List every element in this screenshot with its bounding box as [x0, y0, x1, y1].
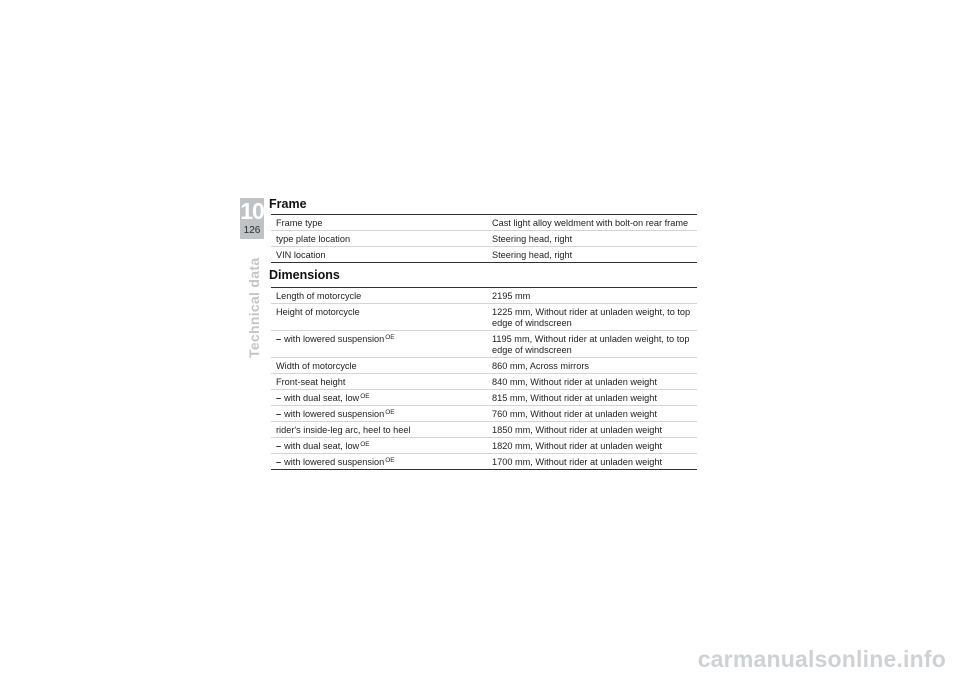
- table-row: [271, 331, 697, 358]
- dash-marker: –: [276, 457, 282, 467]
- spec-value: 860 mm, Across mirrors: [484, 358, 697, 374]
- table-row: [271, 231, 697, 247]
- oe-marker: OE: [385, 409, 395, 416]
- oe-marker: OE: [360, 393, 370, 400]
- spec-value: 1850 mm, Without rider at unladen weight: [484, 422, 697, 438]
- oe-marker: OE: [385, 457, 395, 464]
- frame-section-title: Frame: [269, 197, 307, 211]
- spec-label-text: with dual seat, low: [284, 441, 360, 451]
- table-row: [271, 358, 697, 374]
- chapter-number: 10: [240, 198, 264, 224]
- spec-label: Front-seat height: [271, 374, 484, 390]
- table-row: [271, 406, 697, 422]
- oe-marker: OE: [360, 441, 370, 448]
- spec-label: Width of motorcycle: [271, 358, 484, 374]
- table-row: [271, 454, 697, 470]
- spec-sub-label: [271, 406, 484, 422]
- spec-label: Frame type: [271, 215, 484, 231]
- table-row: [271, 374, 697, 390]
- spec-sub-label: [271, 438, 484, 454]
- spec-label-text: with lowered suspension: [284, 334, 385, 344]
- spec-value: Steering head, right: [492, 250, 573, 260]
- table-row: [271, 304, 697, 331]
- spec-value: 815 mm, Without rider at unladen weight: [484, 390, 697, 406]
- spec-label: VIN location: [276, 250, 326, 260]
- spec-label: type plate location: [271, 231, 484, 247]
- spec-value: 840 mm, Without rider at unladen weight: [484, 374, 697, 390]
- spec-sub-label: [271, 331, 484, 358]
- dash-marker: –: [276, 441, 282, 451]
- spec-label-text: with dual seat, low: [284, 393, 360, 403]
- spec-value: Steering head, right: [484, 231, 697, 247]
- chapter-tab: [240, 198, 264, 239]
- spec-label-text: with lowered suspension: [284, 409, 385, 419]
- spec-value: 1820 mm, Without rider at unladen weight: [484, 438, 697, 454]
- page-number: 126: [243, 225, 261, 236]
- watermark: carmanualsonline.info: [697, 646, 946, 672]
- dash-marker: –: [276, 334, 282, 344]
- spec-sub-label: [271, 390, 484, 406]
- spec-sub-label: [271, 454, 484, 470]
- dash-marker: –: [276, 393, 282, 403]
- dimensions-spec-table: [271, 287, 697, 470]
- table-row: [271, 422, 697, 438]
- spec-label: Length of motorcycle: [271, 288, 484, 304]
- spec-value: Cast light alloy weldment with bolt-on rear frame: [484, 215, 697, 231]
- oe-marker: OE: [385, 334, 395, 341]
- spec-label: Height of motorcycle: [271, 304, 484, 331]
- spec-label: rider's inside-leg arc, heel to heel: [271, 422, 484, 438]
- chapter-side-title: Technical data: [246, 257, 262, 358]
- spec-value: 1225 mm, Without rider at unladen weight, to top edge of windscreen: [484, 304, 697, 331]
- dash-marker: –: [276, 409, 282, 419]
- spec-value: 760 mm, Without rider at unladen weight: [484, 406, 697, 422]
- table-row: [271, 247, 697, 263]
- frame-spec-table: [271, 214, 697, 263]
- spec-value: 1195 mm, Without rider at unladen weight, to top edge of windscreen: [484, 331, 697, 358]
- table-row: [271, 390, 697, 406]
- dimensions-section-title: Dimensions: [269, 268, 340, 282]
- spec-value: 1700 mm, Without rider at unladen weight: [492, 457, 663, 467]
- table-row: [271, 438, 697, 454]
- table-row: [271, 288, 697, 304]
- table-row: [271, 215, 697, 231]
- spec-value: 2195 mm: [484, 288, 697, 304]
- spec-label-text: with lowered suspension: [284, 457, 385, 467]
